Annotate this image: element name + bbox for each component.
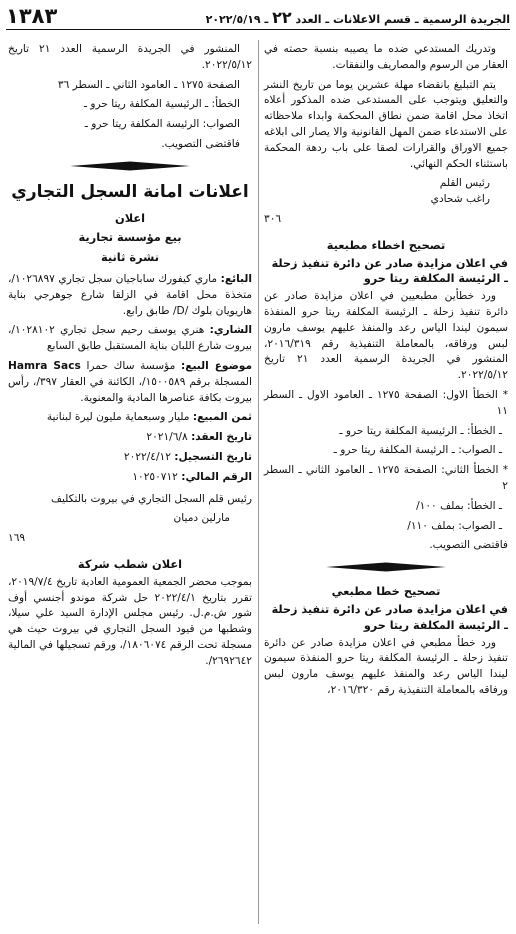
notice-label: اعلان [114, 210, 146, 225]
paragraph: وتدريك المستدعي ضده ما يصيبه بنسبة حصته في العقار من الرسوم والمصاريف والنفقات. [264, 43, 508, 71]
column-divider [258, 40, 259, 924]
label: تاريخ العقد: [191, 431, 252, 444]
value: مليار وسبعماية مليون ليرة لبنانية [46, 411, 190, 424]
seller-entry [8, 272, 252, 319]
value: ـ الرئيسية المكلفة ريتا حرو ـ [83, 98, 209, 111]
gazette-name: الجريدة الرسمية ـ قسم الاعلانات ـ العدد [295, 13, 510, 26]
buyer-entry [8, 323, 252, 355]
value: الرئيسة المكلفة ريتا حرو ـ [84, 118, 200, 131]
value: ٢٠٢٢/٤/١٢ [123, 450, 171, 463]
label: ـ الخطأ: [467, 499, 502, 512]
value: ـ الرئيسة المكلفة ريتا حرو ـ [333, 444, 455, 457]
label: الشاري: [209, 324, 252, 337]
value: ـ الرئيسية المكلفة ريتا حرو ـ [339, 424, 464, 437]
label: تاريخ التسجيل: [174, 450, 252, 463]
divider-ornament [8, 159, 252, 175]
value: المسجلة برقم ١٥٠٠٥٨٩/، الكائنة في العقار ٣٩٧/، رأس بيروت بكافة عناصرها المادية والمعنوية. [8, 375, 252, 404]
paragraph: الصفحة ١٢٧٥ ـ العامود الثاني ـ السطر ٣٦ [57, 78, 240, 91]
signature-role: رئيس قلم السجل التجاري في بيروت بالتكليف [50, 492, 252, 505]
error-right [264, 519, 508, 535]
issue-number: ٢٢ [272, 8, 292, 27]
signature-role: رئيس القلم [439, 177, 490, 190]
error-heading: * الخطأ الثاني: الصفحة ١٢٧٥ ـ العامود الثاني ـ السطر ٢ [264, 464, 508, 492]
label: ـ الصواب: [458, 519, 502, 532]
paragraph: بموجب محضر الجمعية العمومية العادية تاريخ ٢٠١٩/٧/٤، تقرر بتاريخ ٢٠٢٢/٤/١ حل شركة موندو أجنسي أوف شور ش.م.ل. رئيس مجلس الإدارة السيد علي سيلا، وشطبها من قيود السجل التجاري في بيروت حيث هي مسجلة تحت الرقم ١٨٠٦٠٧٤/، ورقم تسجيلها في المالية ٢٦٩٢٦٤٢/. [8, 575, 253, 667]
subject-entry [8, 359, 252, 406]
error-wrong [8, 97, 252, 113]
value: بملف ١١٠/ [407, 519, 455, 532]
contract-date-entry [8, 430, 252, 446]
error-wrong [264, 424, 508, 440]
label: ثمن المبيع: [192, 411, 252, 424]
divider-ornament [264, 560, 508, 576]
ornament-icon [70, 161, 190, 171]
correction-subtitle: في اعلان مزايدة صادر عن دائرة تنفيذ زحلة ـ الرئيسة المكلفة ريتا حرو [271, 256, 508, 286]
notice-title: بيع مؤسسة تجارية [78, 230, 182, 245]
page-number: ١٣٨٣ [6, 4, 58, 28]
paragraph: ورد خطأين مطبعيين في اعلان مزايدة صادر عن دائرة تنفيذ زحلة ـ الرئيسة المكلفة ريتا حرو المنفذة سيمون ليندا الياس رعد والمنفذ عليهم يوسف مارون لبس ورفاقه، بالمعاملة التنفيذية رقم ٢٠١٦/٣١٩، المنشور في الجريدة الرسمية العدد ٢١ تاريخ ٢٠٢٢/٥/١٢. [264, 290, 508, 382]
financial-number-entry [8, 470, 252, 486]
notice-number: ١٦٩ [8, 532, 26, 545]
value: هنري يوسف رحيم سجل تجاري ١٠٢٨١٠٢/، بيروت شارع اللبان بناية المستقبل طابق السابع [8, 324, 252, 353]
value: بملف ١٠٠/ [416, 499, 464, 512]
error-right [8, 117, 252, 133]
ornament-icon [326, 562, 446, 572]
paragraph: المنشور في الجريدة الرسمية العدد ٢١ تاريخ ٢٠٢٢/٥/١٢. [8, 43, 252, 71]
header-title [205, 8, 510, 27]
correction-title: تصحيح اخطاء مطبعية [326, 237, 446, 252]
signature-name: مارلين دميان [173, 512, 230, 525]
header-rule [6, 29, 510, 30]
label: الصواب: [202, 118, 240, 131]
notice-number: ٣٠٦ [264, 212, 282, 225]
signature-name: راغب شحادي [430, 193, 490, 206]
paragraph: يتم التبليغ بانقضاء مهلة عشرين يوما من تاريخ النشر والتعليق ويتوجب على المستدعى ضده المذكور أعلاه اتخاذ محل اقامة ضمن نطاق المحكمة وابداء ملاحظاته على الاستدعاء ضمن المهل القانونية والا يصار الى ابلاغه جميع الاوراق والقرارات لصقا على باب ردهة المحكمة باستثناء الحكم النهائي. [264, 78, 508, 170]
label: الخطأ: [211, 98, 240, 111]
issue-date: ـ ٢٠٢٢/٥/١٩ [205, 13, 269, 26]
error-wrong [264, 499, 508, 515]
error-heading: * الخطأ الاول: الصفحة ١٢٧٥ ـ العامود الاول ـ السطر ١١ [264, 388, 509, 417]
label: البائع: [220, 272, 252, 285]
closing-line: فاقتضى التصويب. [429, 539, 508, 552]
value: ٢٠٢١/٦/٨ [146, 431, 188, 444]
value: مؤسسة ساك حمرا [86, 359, 176, 372]
correction-subtitle: في اعلان مزايدة صادر عن دائرة تنفيذ زحلة ـ الرئيسة المكلفة ريتا حرو [271, 602, 508, 632]
error-right [264, 443, 508, 459]
paragraph: ورد خطأ مطبعي في اعلان مزايدة صادر عن دائرة تنفيذ زحلة ـ الرئيسة المكلفة ريتا حرو المنفذة سيمون ليندا الياس رعد والمنفذ عليهم يوسف مارون لبس ورفاقه بالمعاملة التنفيذية رقم ٢٠١٦/٣٢٠، [264, 636, 508, 696]
left-column [8, 42, 252, 674]
value: ماري كيفورك ساباجيان سجل تجاري ١٠٢٦٨٩٧/، متخذة محل اقامة في الزلقا شارع جوهرجي بناية هاريويان بلوك /D/ طابق رابع. [8, 272, 252, 317]
notice-title: اعلان شطب شركة [77, 556, 183, 571]
closing-line: فاقتضى التصويب. [161, 137, 240, 150]
section-title: اعلانات امانة السجل التجاري [11, 181, 249, 202]
label: الرقم المالي: [181, 470, 252, 483]
latin-name: Hamra Sacs [8, 359, 81, 372]
right-column [264, 42, 508, 703]
registration-date-entry [8, 450, 252, 466]
label: ـ الصواب: [458, 444, 502, 457]
label: موضوع البيع: [180, 359, 253, 372]
value: ١٠٢٥٠٧١٢ [132, 470, 178, 483]
price-entry [8, 410, 252, 426]
notice-subtitle: نشرة ثانية [100, 250, 160, 265]
correction-title: تصحيح خطا مطبعي [331, 584, 441, 599]
label: ـ الخطأ: [467, 424, 502, 437]
